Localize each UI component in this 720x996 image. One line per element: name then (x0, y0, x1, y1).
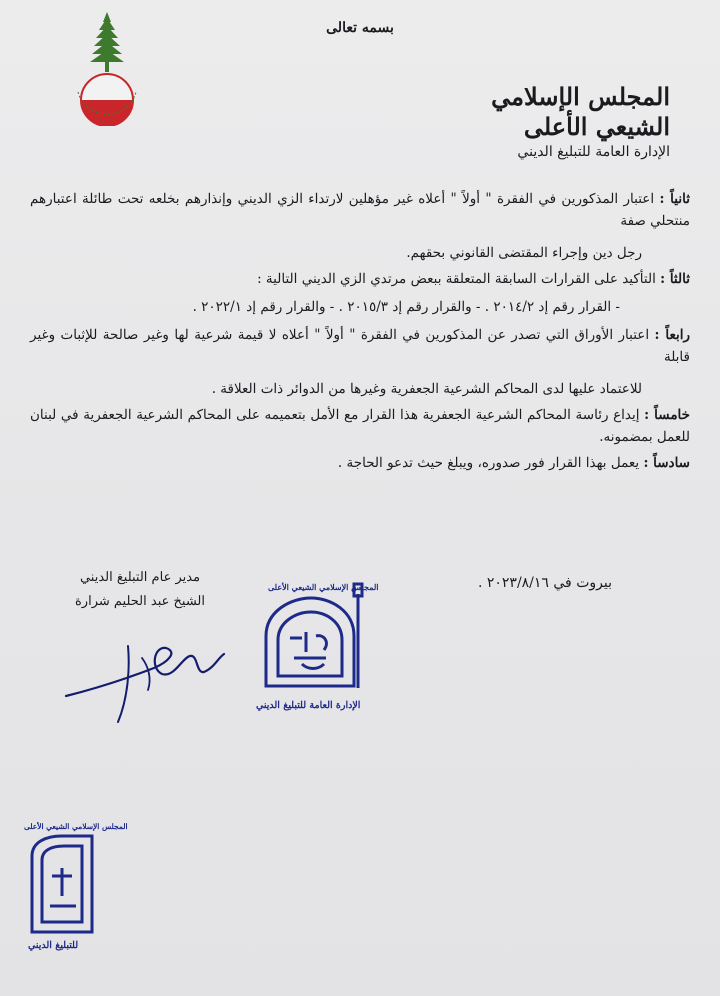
handwritten-signature (58, 618, 228, 728)
stamp-top-text: المجلس الإسلامي الشيعي الأعلى (268, 582, 379, 592)
paragraph-label: خامساً : (644, 407, 691, 423)
paragraph-text: يعمل بهذا القرار فور صدوره، ويبلغ حيث تدعو الحاجة . (337, 455, 640, 471)
paragraph-text: التأكيد على القرارات السابقة المتعلقة ببعض مرتدي الزي الديني التالية : (257, 271, 656, 287)
stamp2-top-text: المجلس الإسلامي الشيعي الأعلى (24, 822, 128, 831)
official-stamp-icon (246, 576, 379, 716)
signer-name: الشيخ عبد الحليم شرارة (75, 594, 205, 609)
paragraph-text: إيداع رئاسة المحاكم الشرعية الجعفرية هذا القرار مع الأمل بتعميمه على المحاكم الشرعية الجعفرية في لبنان للعمل بمضمونه. (30, 407, 690, 445)
issue-date: بيروت في ٢٠٢٣/٨/١٦ . (477, 575, 612, 591)
bismillah: بسمه تعالى (326, 20, 394, 36)
paragraph-continuation: رجل دين وإجراء المقتضى القانوني بحقهم. (406, 245, 642, 261)
paragraph-text: اعتبار المذكورين في الفقرة " أولاً " أعلاه غير مؤهلين لارتداء الزي الديني وإنذارهم بخلعه تحت طائلة اعتبارهم منتحلي صفة (30, 191, 690, 229)
signer-title: مدير عام التبليغ الديني (79, 570, 201, 585)
decision-references: - القرار رقم إد ٢٠١٤/٢ . - والقرار رقم إد ٢٠١٥/٣ . - والقرار رقم إد ٢٠٢٢/١ . (192, 299, 620, 315)
paragraph-second (30, 188, 690, 264)
paragraph-fourth (30, 324, 690, 400)
official-stamp-icon (22, 816, 102, 956)
cedar-emblem-icon (62, 8, 152, 126)
stamp2-bottom-text: للتبليغ الديني (28, 940, 79, 951)
paragraph-label: سادساً : (643, 455, 690, 471)
org-name: المجلس الإسلامي الشيعي الأعلى (491, 82, 670, 141)
paragraph-text: اعتبار الأوراق التي تصدر عن المذكورين في الفقرة " أولاً " أعلاه لا قيمة شرعية لها وغير صالحة للإثبات وغير قابلة (30, 327, 690, 365)
decision-body (30, 188, 690, 478)
paragraph-fifth (30, 404, 690, 448)
paragraph-sixth (30, 452, 690, 474)
stamp-bottom-text: الإدارة العامة للتبليغ الديني (256, 700, 361, 711)
signature-block (40, 566, 240, 614)
paragraph-label: رابعاً : (654, 327, 690, 343)
letterhead (410, 82, 670, 160)
paragraph-third (30, 268, 690, 290)
paragraph-continuation: للاعتماد عليها لدى المحاكم الشرعية الجعفرية وغيرها من الدوائر ذات العلاقة . (211, 381, 642, 397)
paragraph-label: ثالثاً : (660, 271, 690, 287)
department-name: الإدارة العامة للتبليغ الديني (517, 144, 670, 160)
paragraph-label: ثانياً : (659, 191, 690, 207)
